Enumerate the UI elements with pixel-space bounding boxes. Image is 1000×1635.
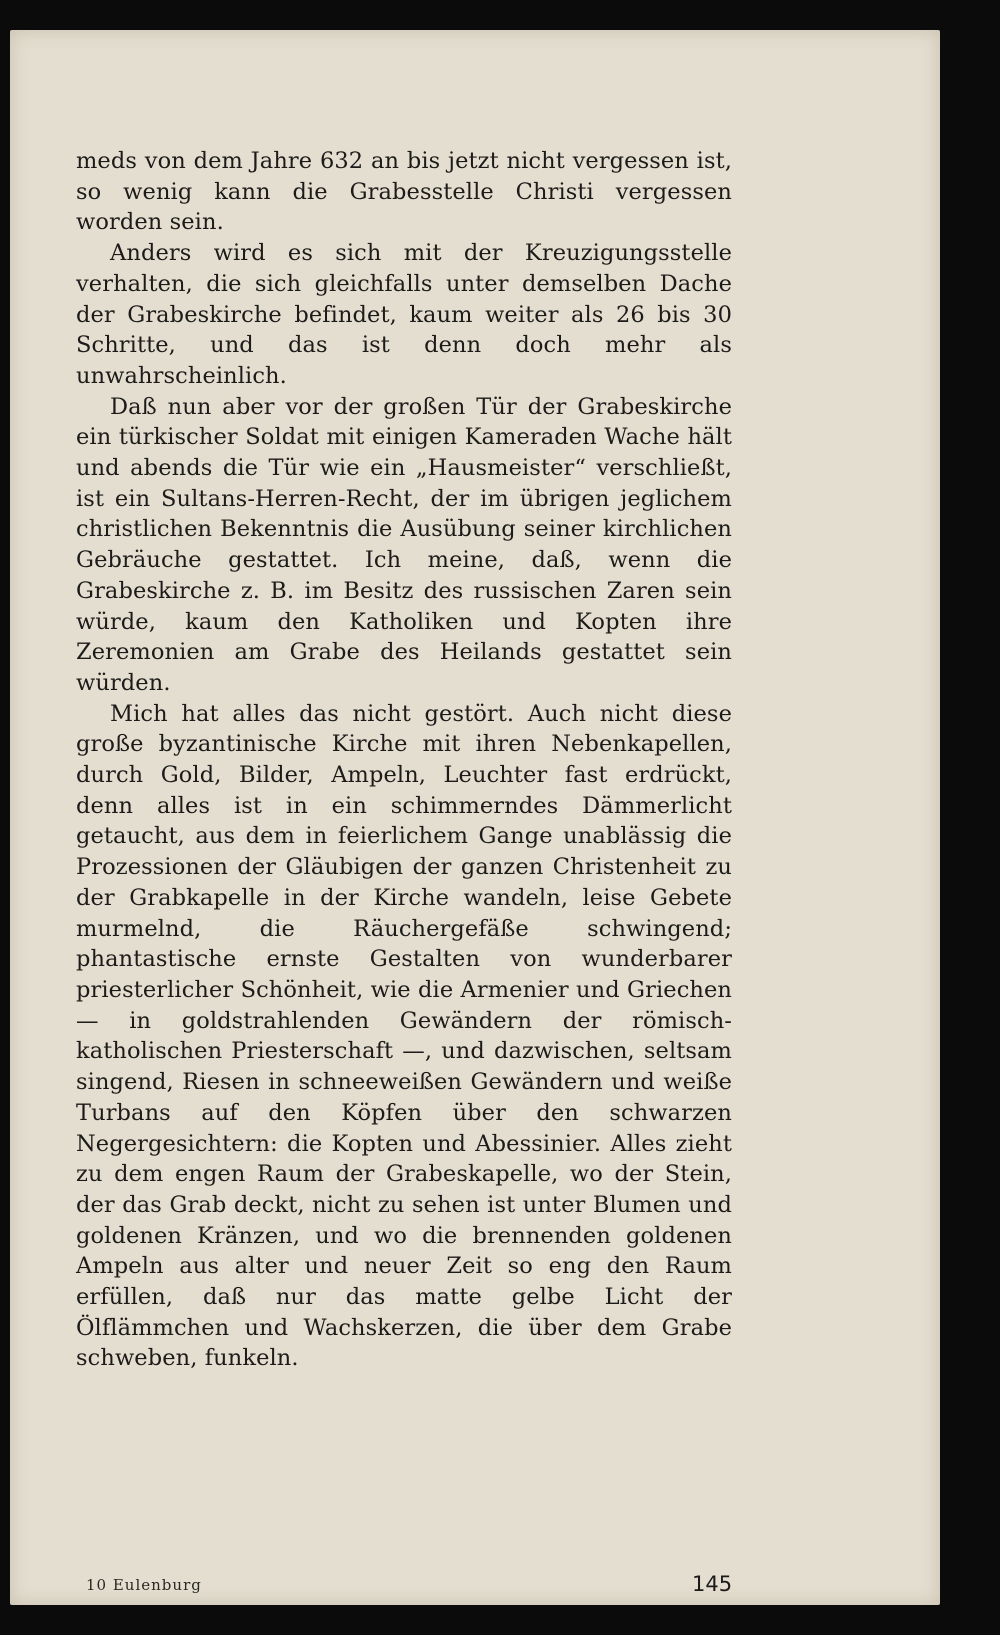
signature-mark: 10 Eulenburg [86, 1576, 202, 1594]
paragraph-3: Daß nun aber vor der großen Tür der Grabeskirche ein türkischer Soldat mit einigen Kameraden Wache hält und abends die Tür wie ein „Hausmeister“ verschließt, ist ein Sultans-Herren-Recht, der im übrigen jeglichem christlichen Bekenntnis die Ausübung seiner kirchlichen Gebräuche gestattet. Ich meine, daß, wenn die Grabeskirche z. B. im Besitz des russischen Zaren sein würde, kaum den Katholiken und Kopten ihre Zeremonien am Grabe des Heilands gestattet sein würden. [76, 393, 732, 696]
page-number: 145 [692, 1572, 733, 1596]
body-text [76, 146, 732, 1374]
paragraph-1: meds von dem Jahre 632 an bis jetzt nicht vergessen ist, so wenig kann die Grabesstelle Christi vergessen worden sein. [76, 148, 732, 236]
paragraph-2: Anders wird es sich mit der Kreuzigungsstelle verhalten, die sich gleichfalls unter demselben Dache der Grabeskirche befindet, kaum weiter als 26 bis 30 Schritte, und das ist denn doch mehr als unwahrscheinlich. [76, 240, 732, 389]
paragraph-4: Mich hat alles das nicht gestört. Auch nicht diese große byzantinische Kirche mit ihren Nebenkapellen, durch Gold, Bilder, Ampeln, Leuchter fast erdrückt, denn alles ist in ein schimmerndes Dämmerlicht getaucht, aus dem in feierlichem Gange unablässig die Prozessionen der Gläubigen der ganzen Christenheit zu der Grabkapelle in der Kirche wandeln, leise Gebete murmelnd, die Räuchergefäße schwingend; phantastische ernste Gestalten von wunderbarer priesterlicher Schönheit, wie die Armenier und Griechen — in goldstrahlenden Gewändern der römisch-katholischen Priesterschaft —, und dazwischen, seltsam singend, Riesen in schneeweißen Gewändern und weiße Turbans auf den Köpfen über den schwarzen Negergesichtern: die Kopten und Abessinier. Alles zieht zu dem engen Raum der Grabeskapelle, wo der Stein, der das Grab deckt, nicht zu sehen ist unter Blumen und goldenen Kränzen, und wo die brennenden goldenen Ampeln aus alter und neuer Zeit so eng den Raum erfüllen, daß nur das matte gelbe Licht der Ölflämmchen und Wachskerzen, die über dem Grabe schweben, funkeln. [76, 700, 732, 1372]
